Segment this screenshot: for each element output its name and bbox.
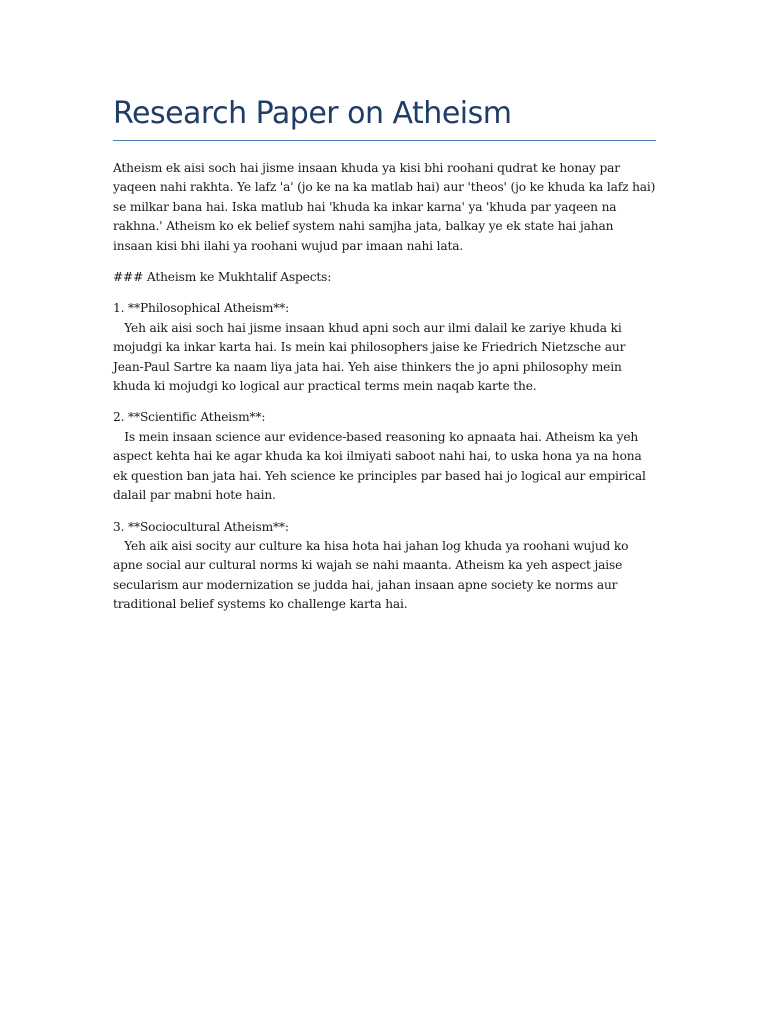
item-body-text: Yeh aik aisi soch hai jisme insaan khud apni soch aur ilmi dalail ke zariye khuda ki mojudgi ka inkar karta hai. Is mein kai philosophers jaise ke Friedrich Nietzsche aur Jean-Paul Sartre ka naam liya jata hai. Yeh aise thinkers the jo apni philosophy mein khuda ki mojudgi ko logical aur practical terms mein naqab karte the. [113,320,626,394]
document-title: Research Paper on Atheism [113,96,512,131]
list-item [113,518,656,615]
item-heading: 2. **Scientific Atheism**: [113,410,266,425]
item-body [113,428,656,506]
item-body-text: Is mein insaan science aur evidence-based reasoning ko apnaata hai. Atheism ka yeh aspect kehta hai ke agar khuda ka koi ilmiyati saboot nahi hai, to uska hona ya na hona ek question ban jata hai. Yeh science ke principles par based hai jo logical aur empirical dalail par mabni hote hain. [113,429,646,503]
list-item [113,408,656,505]
item-body [113,537,656,615]
section-heading: ### Atheism ke Mukhtalif Aspects: [113,270,332,285]
item-body [113,319,656,397]
list-item [113,299,656,396]
document-page [113,92,656,627]
intro-paragraph: Atheism ek aisi soch hai jisme insaan khuda ya kisi bhi roohani qudrat ke honay par yaqeen nahi rakhta. Ye lafz 'a' (jo ke na ka matlab hai) aur 'theos' (jo ke khuda ka lafz hai) se milkar bana hai. Iska matlub hai 'khuda ka inkar karna' ya 'khuda par yaqeen na rakhna.' Atheism ko ek belief system nahi samjha jata, balkay ye ek state hai jahan insaan kisi bhi ilahi ya roohani wujud par imaan nahi lata. [113,161,656,253]
item-heading: 3. **Sociocultural Atheism**: [113,519,289,534]
item-body-text: Yeh aik aisi socity aur culture ka hisa hota hai jahan log khuda ya roohani wujud ko apne social aur cultural norms ki wajah se nahi maanta. Atheism ka yeh aspect jaise secularism aur modernization se judda hai, jahan insaan apne society ke norms aur traditional belief systems ko challenge karta hai. [113,538,629,612]
title-underline [113,140,656,141]
item-heading: 1. **Philosophical Atheism**: [113,301,290,316]
